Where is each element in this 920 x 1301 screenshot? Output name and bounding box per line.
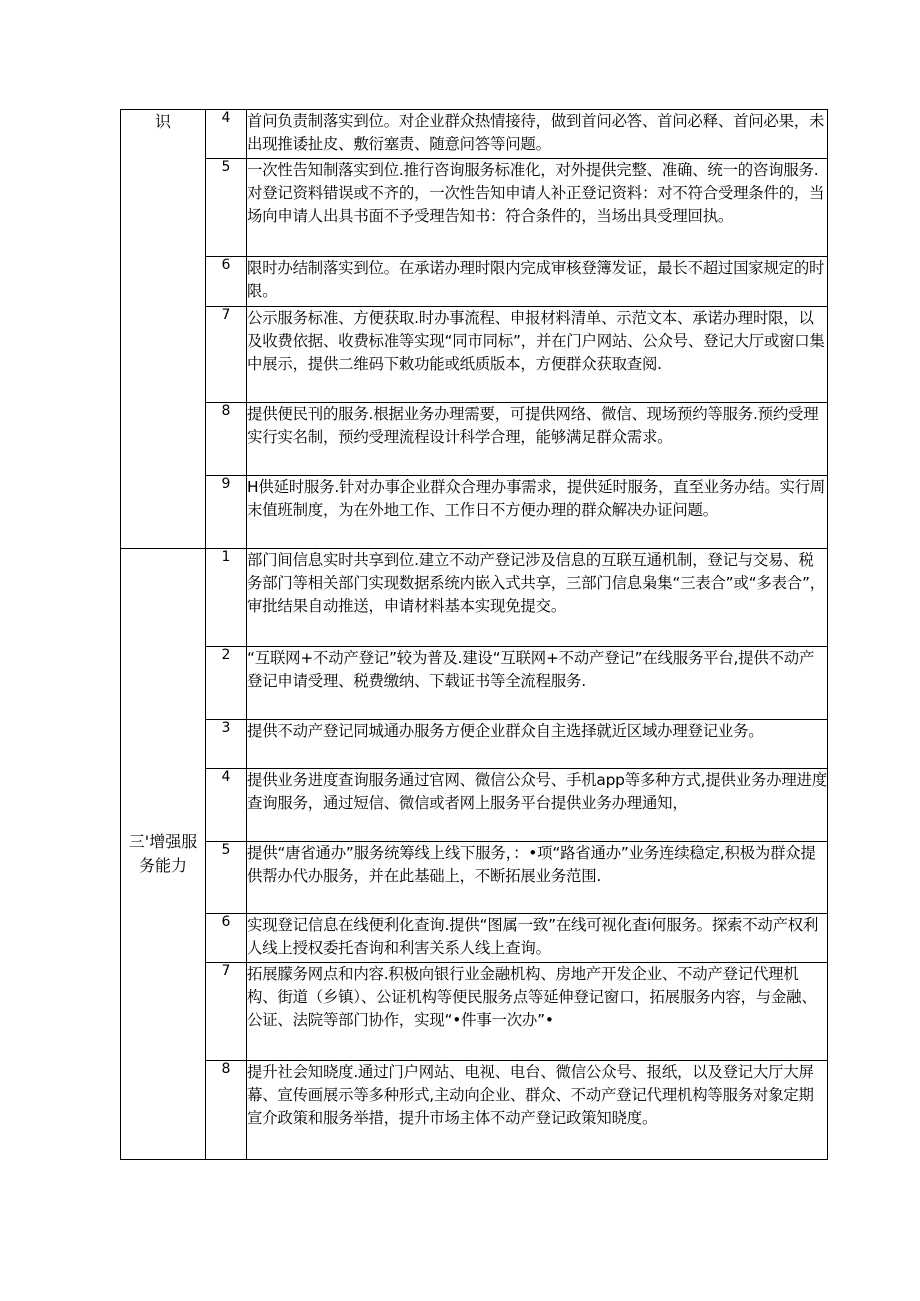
row-number: 4 (206, 769, 247, 842)
table-row (121, 403, 828, 476)
row-number: 8 (206, 403, 247, 476)
table-row (121, 769, 828, 842)
row-number: 6 (206, 257, 247, 307)
row-number: 8 (206, 1061, 247, 1160)
row-text: 提供便民刊的服务.根据业务办理需要，可提供网络、微信、现场预约等服务.预约受理实行实名制，预约受理流程设计科学合理，能够满足群众需求。 (247, 403, 828, 476)
row-text: H供延时服务.针对办事企业群众合理办事需求，提供延时服务，直至业务办结。实行周末值班制度，为在外地工作、工作日不方便办理的群众解决办证问题。 (247, 476, 828, 549)
row-text: 实现登记信息在线便利化查询.提供“图属一致”在线可视化査i何服务。探索不动产权利人线上授权委托杳询和利害关系人线上查询。 (247, 914, 828, 963)
table-row (121, 307, 828, 403)
table-row (121, 963, 828, 1061)
row-text: 提供“唐省通办”服务统筹线上线下服务，：•项“路省通办”业务连续稳定,积极为群众提供帮办代办服务，并在此基础上，不断拓展业务范围. (247, 842, 828, 914)
row-number: 5 (206, 842, 247, 914)
category-cell: 三'增强服务能力 (121, 549, 206, 1160)
table-row (121, 549, 828, 647)
row-number: 5 (206, 159, 247, 257)
row-text: 提供不动产登记同城通办服务方便企业群众自主选择就近区域办理登记业务。 (247, 720, 828, 769)
row-text: 公示服务标准、方便获取.时办事流程、申报材料清单、示范文本、承诺办理时限，以及收费依据、收费标准等实现“同市同标”，并在门户网站、公众号、登记大厅或窗口集中展示，提供二维码下敕功能或纸质版本，方便群众获取查阅. (247, 307, 828, 403)
row-number: 3 (206, 720, 247, 769)
row-text: 一次性告知制落实到位.推行咨询服务标准化，对外提供完整、准确、统一的咨询服务.对登记资料错误或不齐的，一次性告知申请人补正登记资料：对不符合受理条件的，当场向申请人出具书面不予受理告知书：符合条件的，当场出具受理回执。 (247, 159, 828, 257)
row-number: 9 (206, 476, 247, 549)
table-row (121, 476, 828, 549)
table-row (121, 1061, 828, 1160)
row-number: 2 (206, 647, 247, 720)
row-text: 提供业务进度查询服务通过官网、微信公众号、手机app等多种方式,提供业务办理进度查询服务，通过短信、微信或者网上服务平台提供业务办理通知， (247, 769, 828, 842)
table-row (121, 159, 828, 257)
row-number: 4 (206, 110, 247, 159)
table-row (121, 914, 828, 963)
table-row (121, 110, 828, 159)
table-row (121, 720, 828, 769)
row-text: 限时办结制落实到位。在承诺办理时限内完成审核登簿发证，最长不超过国家规定的时限。 (247, 257, 828, 307)
row-text: “互联网+不动产登记”较为普及.建设“互联网+不动产登记”在线服务平台,提供不动产登记申请受理、税费缴纳、下载证书等全流程服务. (247, 647, 828, 720)
row-number: 1 (206, 549, 247, 647)
row-text: 首问负责制落实到位。对企业群众热情接待，做到首问必答、首问必释、首问必果，未出现推诿扯皮、敷衍塞责、随意问答等问题。 (247, 110, 828, 159)
table-row (121, 257, 828, 307)
row-number: 7 (206, 963, 247, 1061)
service-standards-table (120, 109, 828, 1160)
row-text: 部门间信息实时共享到位.建立不动产登记涉及信息的互联互通机制，登记与交易、税务部门等相关部门实现数据系统内嵌入式共享，三部门信息枭集“三表合”或“多表合”，审批结果自动推送，申请材料基本实现免提交。 (247, 549, 828, 647)
category-cell: 识 (121, 110, 206, 549)
row-text: 拓展朦务网点和内容.积极向银行业金融机构、房地产开发企业、不动产登记代理机构、街道（乡镇）、公证机构等便民服务点等延伸登记窗口，拓展服务内容，与金融、公证、法院等部门协作，实现“•件事一次办”• (247, 963, 828, 1061)
row-text: 提升社会知晓度.通过门户网站、电视、电台、微信公众号、报纸，以及登记大厅大屏幕、宣传画展示等多种形式,主动向企业、群众、不动产登记代理机构等服务对象定期宣介政策和服务举措，提升市场主体不动产登记政策知晓度。 (247, 1061, 828, 1160)
table-row (121, 842, 828, 914)
table-row (121, 647, 828, 720)
row-number: 7 (206, 307, 247, 403)
row-number: 6 (206, 914, 247, 963)
